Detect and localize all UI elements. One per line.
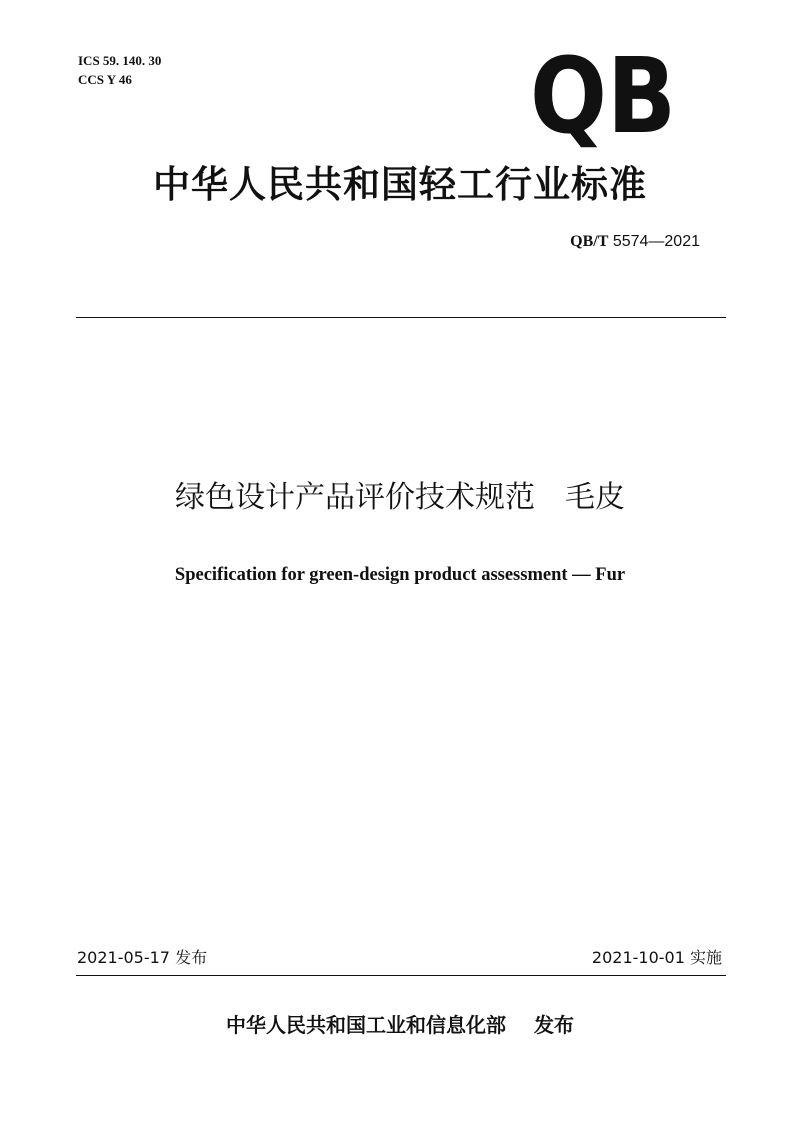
standard-category-title: 中华人民共和国轻工行业标准	[153, 163, 647, 206]
document-title-chinese: 绿色设计产品评价技术规范 毛皮	[175, 480, 625, 515]
ccs-code: CCS Y 46	[78, 72, 132, 87]
implementation-date: 2021-10-01 实施	[591, 948, 722, 967]
issuing-authority	[0, 1010, 800, 1040]
issuer-verb: 发布	[534, 1013, 574, 1037]
standard-number	[570, 232, 700, 252]
qb-logo-text: QB	[530, 35, 676, 157]
top-divider	[76, 317, 726, 318]
standard-number-value: 5574—2021	[612, 233, 700, 250]
document-title-english: Specification for green-design product assessment — Fur	[174, 565, 626, 585]
issue-date: 2021-05-17 发布	[77, 948, 208, 967]
qb-logo-mark	[526, 35, 676, 157]
standard-number-prefix: QB/T	[570, 233, 609, 250]
bottom-divider	[76, 975, 726, 976]
qb-logo	[526, 35, 676, 157]
classification-codes	[78, 51, 161, 89]
ics-code: ICS 59. 140. 30	[78, 53, 162, 68]
issuer-name: 中华人民共和国工业和信息化部	[226, 1013, 506, 1037]
